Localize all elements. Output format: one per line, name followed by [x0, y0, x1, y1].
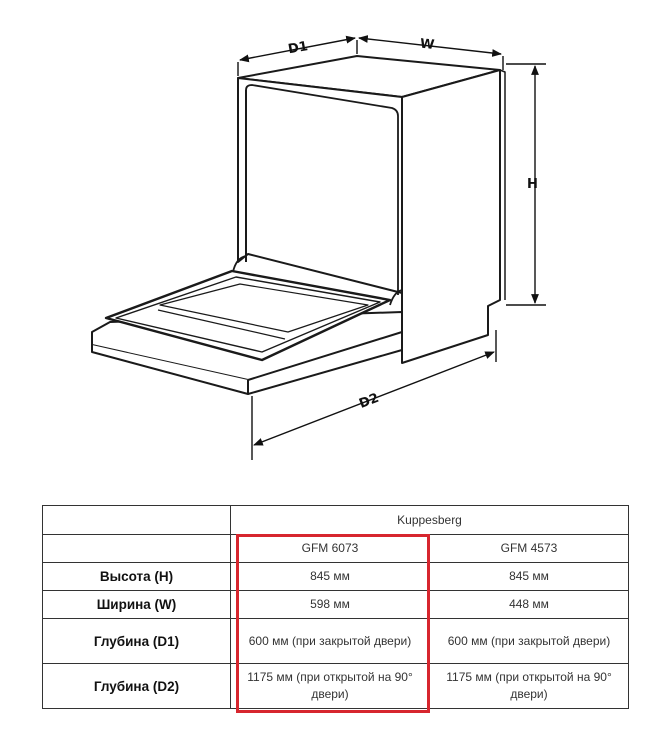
- value-cell: 598 мм: [231, 591, 430, 619]
- param-width: Ширина (W): [43, 591, 231, 619]
- table-row: [43, 619, 629, 664]
- table-row: [43, 563, 629, 591]
- dimension-label-d2: D2: [357, 390, 382, 412]
- brand-header: Kuppesberg: [231, 506, 629, 535]
- model-header-gfm-6073: GFM 6073: [231, 535, 430, 563]
- dimension-label-w: W: [419, 36, 436, 53]
- dimension-label-d1: D1: [286, 39, 310, 58]
- value-cell: 1175 мм (при открытой на 90° двери): [430, 664, 629, 709]
- value-cell: 600 мм (при закрытой двери): [430, 619, 629, 664]
- value-cell: 845 мм: [231, 563, 430, 591]
- table-row-brand: [43, 506, 629, 535]
- table-row-models: [43, 535, 629, 563]
- param-depth-d2: Глубина (D2): [43, 664, 231, 709]
- dimension-label-h: H: [527, 177, 538, 192]
- value-cell: 448 мм: [430, 591, 629, 619]
- param-height: Высота (H): [43, 563, 231, 591]
- specifications-table: [42, 505, 629, 709]
- value-cell: 845 мм: [430, 563, 629, 591]
- value-cell: 1175 мм (при открытой на 90° двери): [231, 664, 430, 709]
- model-header-gfm-4573: GFM 4573: [430, 535, 629, 563]
- table-corner-cell: [43, 506, 231, 535]
- param-depth-d1: Глубина (D1): [43, 619, 231, 664]
- value-cell: 600 мм (при закрытой двери): [231, 619, 430, 664]
- table-row: [43, 664, 629, 709]
- table-row: [43, 591, 629, 619]
- table-blank-cell: [43, 535, 231, 563]
